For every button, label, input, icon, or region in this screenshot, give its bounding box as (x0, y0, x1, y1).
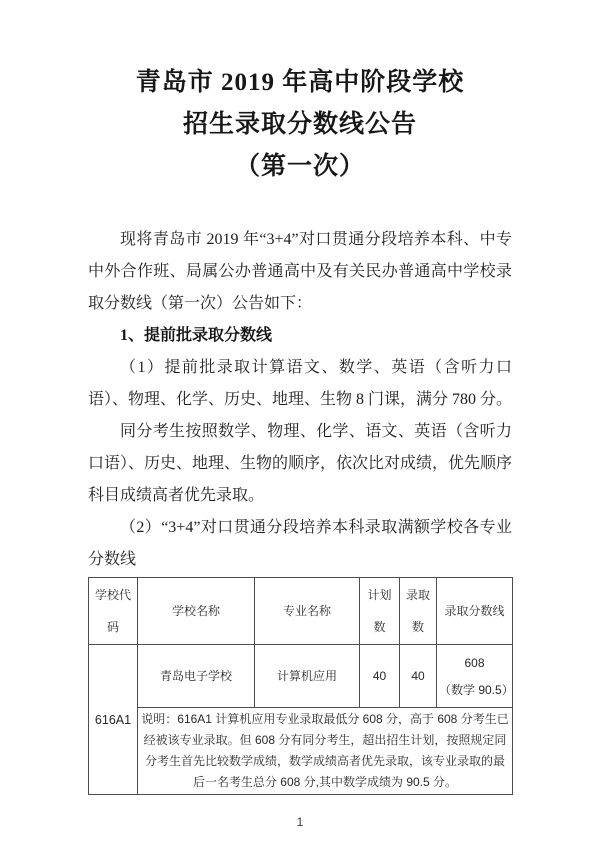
doc-title (0, 0, 600, 188)
table-row (89, 645, 513, 708)
header-score-line: 录取分数线 (437, 578, 513, 645)
section-1-heading: 1、提前批录取分数线 (120, 327, 273, 344)
score-value: 608 (464, 656, 485, 670)
header-admitted-count: 录取数 (400, 578, 437, 645)
cell-school-code: 616A1 (89, 645, 138, 795)
doc-title-line-1: 青岛市 2019 年高中阶段学校 (135, 69, 465, 96)
cell-note-text: 说明：616A1 计算机应用专业录取最低分 608 分，高于 608 分考生已经被该专业录取。但 608 分有同分考生，超出招生计划，按照规定同分考生首先比较数学成绩，数学成绩高者优先录取，该专业录取的最后一名考生总分 608 分,其中数学成绩为 90.5 分。 (138, 708, 513, 795)
score-math-detail: （数学 90.5） (439, 683, 514, 697)
cell-school-name: 青岛电子学校 (138, 645, 255, 708)
cell-major-name: 计算机应用 (255, 645, 360, 708)
doc-title-line-2: 招生录取分数线公告 (182, 111, 417, 138)
doc-body (88, 224, 512, 838)
table-note-row (89, 708, 513, 795)
header-plan-count: 计划数 (360, 578, 400, 645)
score-table (88, 577, 513, 795)
doc-title-line-3: （第一次） (234, 153, 365, 180)
cell-score-line (437, 645, 513, 708)
paragraph-early-batch-subjects: （1）提前批录取计算语文、数学、英语（含听力口语）、物理、化学、历史、地理、生物 8 门课，满分 780 分。 (88, 359, 513, 408)
header-school-code: 学校代码 (89, 578, 138, 645)
table-header-row (89, 578, 513, 645)
header-major-name: 专业名称 (255, 578, 360, 645)
cell-admitted-count: 40 (400, 645, 437, 708)
header-school-name: 学校名称 (138, 578, 255, 645)
page-number: 1 (296, 815, 304, 829)
intro-paragraph: 现将青岛市 2019 年“3+4”对口贯通分段培养本科、中专中外合作班、局属公办普通高中及有关民办普通高中学校录取分数线（第一次）公告如下： (88, 231, 512, 312)
paragraph-tiebreak-rules: 同分考生按照数学、物理、化学、语文、英语（含听力口语）、历史、地理、生物的顺序，依次比对成绩，优先顺序科目成绩高者优先录取。 (88, 423, 513, 504)
cell-plan-count: 40 (360, 645, 400, 708)
paragraph-3plus4-intro: （2）“3+4”对口贯通分段培养本科录取满额学校各专业分数线 (88, 519, 512, 568)
